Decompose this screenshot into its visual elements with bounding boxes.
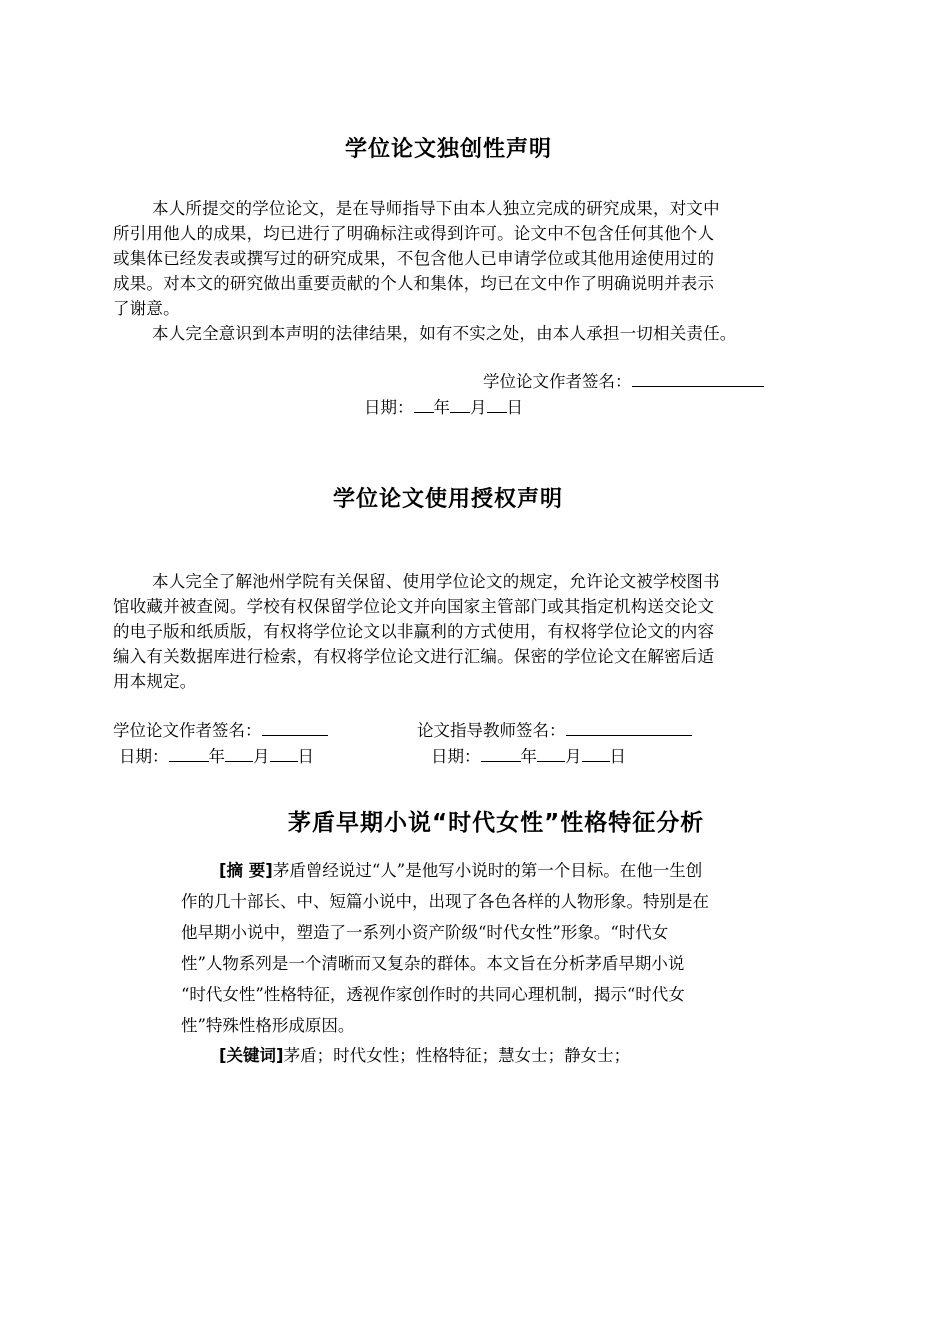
date-day-blank[interactable] xyxy=(582,744,610,762)
keywords-text: 茅盾；时代女性；性格特征；慧女士；静女士； xyxy=(283,1046,631,1065)
declaration-signature xyxy=(483,369,764,395)
date-label: 日期： xyxy=(431,747,481,766)
date-month-label: 月 xyxy=(253,747,270,766)
date-month-label: 月 xyxy=(565,747,582,766)
authorization-line: 馆收藏并被查阅。学校有权保留学位论文并向国家主管部门或其指定机构送交论文 xyxy=(113,597,715,616)
author-date xyxy=(119,744,314,770)
date-label: 日期： xyxy=(119,747,169,766)
date-day-blank[interactable] xyxy=(270,744,298,762)
date-year-blank[interactable] xyxy=(169,744,209,762)
declaration-line: 本人完全意识到本声明的法律结果，如有不实之处，由本人承担一切相关责任。 xyxy=(152,324,737,343)
declaration-line: 所引用他人的成果，均已进行了明确标注或得到许可。论文中不包含任何其他个人 xyxy=(113,224,715,243)
declaration-line: 成果。对本文的研究做出重要贡献的个人和集体，均已在文中作了明确说明并表示 xyxy=(113,274,715,293)
abstract-line: 性”人物系列是一个清晰而又复杂的群体。本文旨在分析茅盾早期小说 xyxy=(181,954,685,973)
paper-title: 茅盾早期小说“时代女性”性格特征分析 xyxy=(288,810,705,836)
declaration-date xyxy=(364,395,523,421)
date-year-blank[interactable] xyxy=(481,744,521,762)
date-year-label: 年 xyxy=(520,747,537,766)
declaration-line: 本人所提交的学位论文，是在导师指导下由本人独立完成的研究成果，对文中 xyxy=(152,199,720,218)
date-month-blank[interactable] xyxy=(537,744,565,762)
declaration-title: 学位论文独创性声明 xyxy=(345,137,553,162)
advisor-date xyxy=(431,744,626,770)
abstract-line: 他早期小说中，塑造了一系列小资产阶级“时代女性”形象。“时代女 xyxy=(181,923,669,942)
date-year-blank[interactable] xyxy=(414,395,434,413)
declaration-line: 了谢意。 xyxy=(113,299,180,318)
keywords-tag: [关键词] xyxy=(219,1046,284,1065)
advisor-signature xyxy=(417,718,692,744)
advisor-sign-label: 论文指导教师签名： xyxy=(417,721,566,740)
date-day-label: 日 xyxy=(609,747,626,766)
date-month-blank[interactable] xyxy=(450,395,470,413)
abstract-line: 性”特殊性格形成原因。 xyxy=(181,1016,355,1035)
date-day-label: 日 xyxy=(506,398,523,417)
date-month-label: 月 xyxy=(470,398,487,417)
author-signature xyxy=(113,718,328,744)
keywords-line xyxy=(219,1042,630,1070)
abstract-line: 茅盾曾经说过“人”是他写小说时的第一个目标。在他一生创 xyxy=(272,861,703,880)
abstract-line: “时代女性”性格特征，透视作家创作时的共同心理机制，揭示“时代女 xyxy=(181,985,685,1004)
authorization-line: 本人完全了解池州学院有关保留、使用学位论文的规定，允许论文被学校图书 xyxy=(152,572,720,591)
authorization-title: 学位论文使用授权声明 xyxy=(333,487,564,512)
authorization-line: 编入有关数据库进行检索，有权将学位论文进行汇编。保密的学位论文在解密后适 xyxy=(113,647,715,666)
date-day-label: 日 xyxy=(297,747,314,766)
date-year-label: 年 xyxy=(208,747,225,766)
abstract-line: 作的几十部长、中、短篇小说中，出现了各色各样的人物形象。特别是在 xyxy=(181,892,709,911)
authorization-line: 用本规定。 xyxy=(113,672,197,691)
authorization-line: 的电子版和纸质版，有权将学位论文以非赢利的方式使用，有权将学位论文的内容 xyxy=(113,622,715,641)
date-label: 日期： xyxy=(364,398,414,417)
abstract-tag: [摘 要] xyxy=(219,861,273,880)
signature-label: 学位论文作者签名： xyxy=(483,372,632,391)
author-sign-label: 学位论文作者签名： xyxy=(113,721,262,740)
signature-blank[interactable] xyxy=(632,369,764,387)
declaration-line: 或集体已经发表或撰写过的研究成果，不包含他人已申请学位或其他用途使用过的 xyxy=(113,249,715,268)
date-day-blank[interactable] xyxy=(487,395,507,413)
date-month-blank[interactable] xyxy=(225,744,253,762)
author-sign-blank[interactable] xyxy=(262,718,328,736)
abstract-first-line xyxy=(219,857,702,885)
date-year-label: 年 xyxy=(433,398,450,417)
advisor-sign-blank[interactable] xyxy=(566,718,692,736)
